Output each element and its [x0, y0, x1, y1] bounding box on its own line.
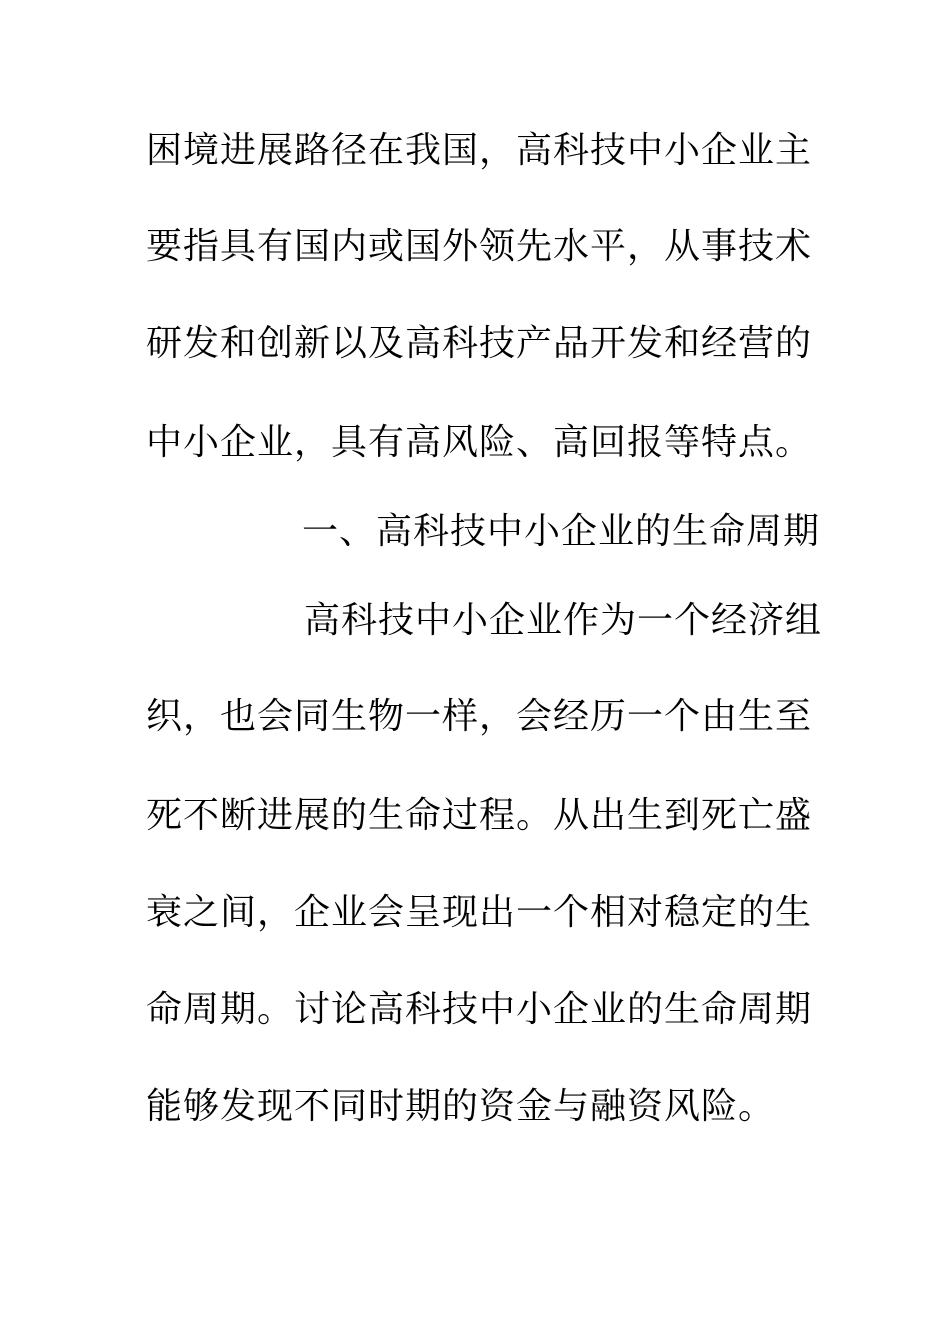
section-heading: 一、高科技中小企业的生命周期	[302, 511, 821, 552]
paragraph-line: 死不断进展的生命过程。从出生到死亡盛	[146, 795, 813, 836]
paragraph-line: 研发和创新以及高科技产品开发和经营的	[146, 323, 813, 364]
paragraph-line: 高科技中小企业作为一个经济组	[304, 600, 823, 641]
paragraph-line: 命周期。讨论高科技中小企业的生命周期	[146, 989, 813, 1030]
paragraph-line: 织，也会同生物一样，会经历一个由生至	[146, 696, 813, 737]
paragraph-line: 要指具有国内或国外领先水平，从事技术	[146, 226, 813, 267]
paragraph-line: 中小企业，具有高风险、高回报等特点。	[146, 422, 813, 463]
paragraph-line: 困境进展路径在我国，高科技中小企业主	[146, 130, 813, 171]
paragraph-line: 衰之间，企业会呈现出一个相对稳定的生	[146, 892, 813, 933]
paragraph-line: 能够发现不同时期的资金与融资风险。	[146, 1086, 776, 1127]
